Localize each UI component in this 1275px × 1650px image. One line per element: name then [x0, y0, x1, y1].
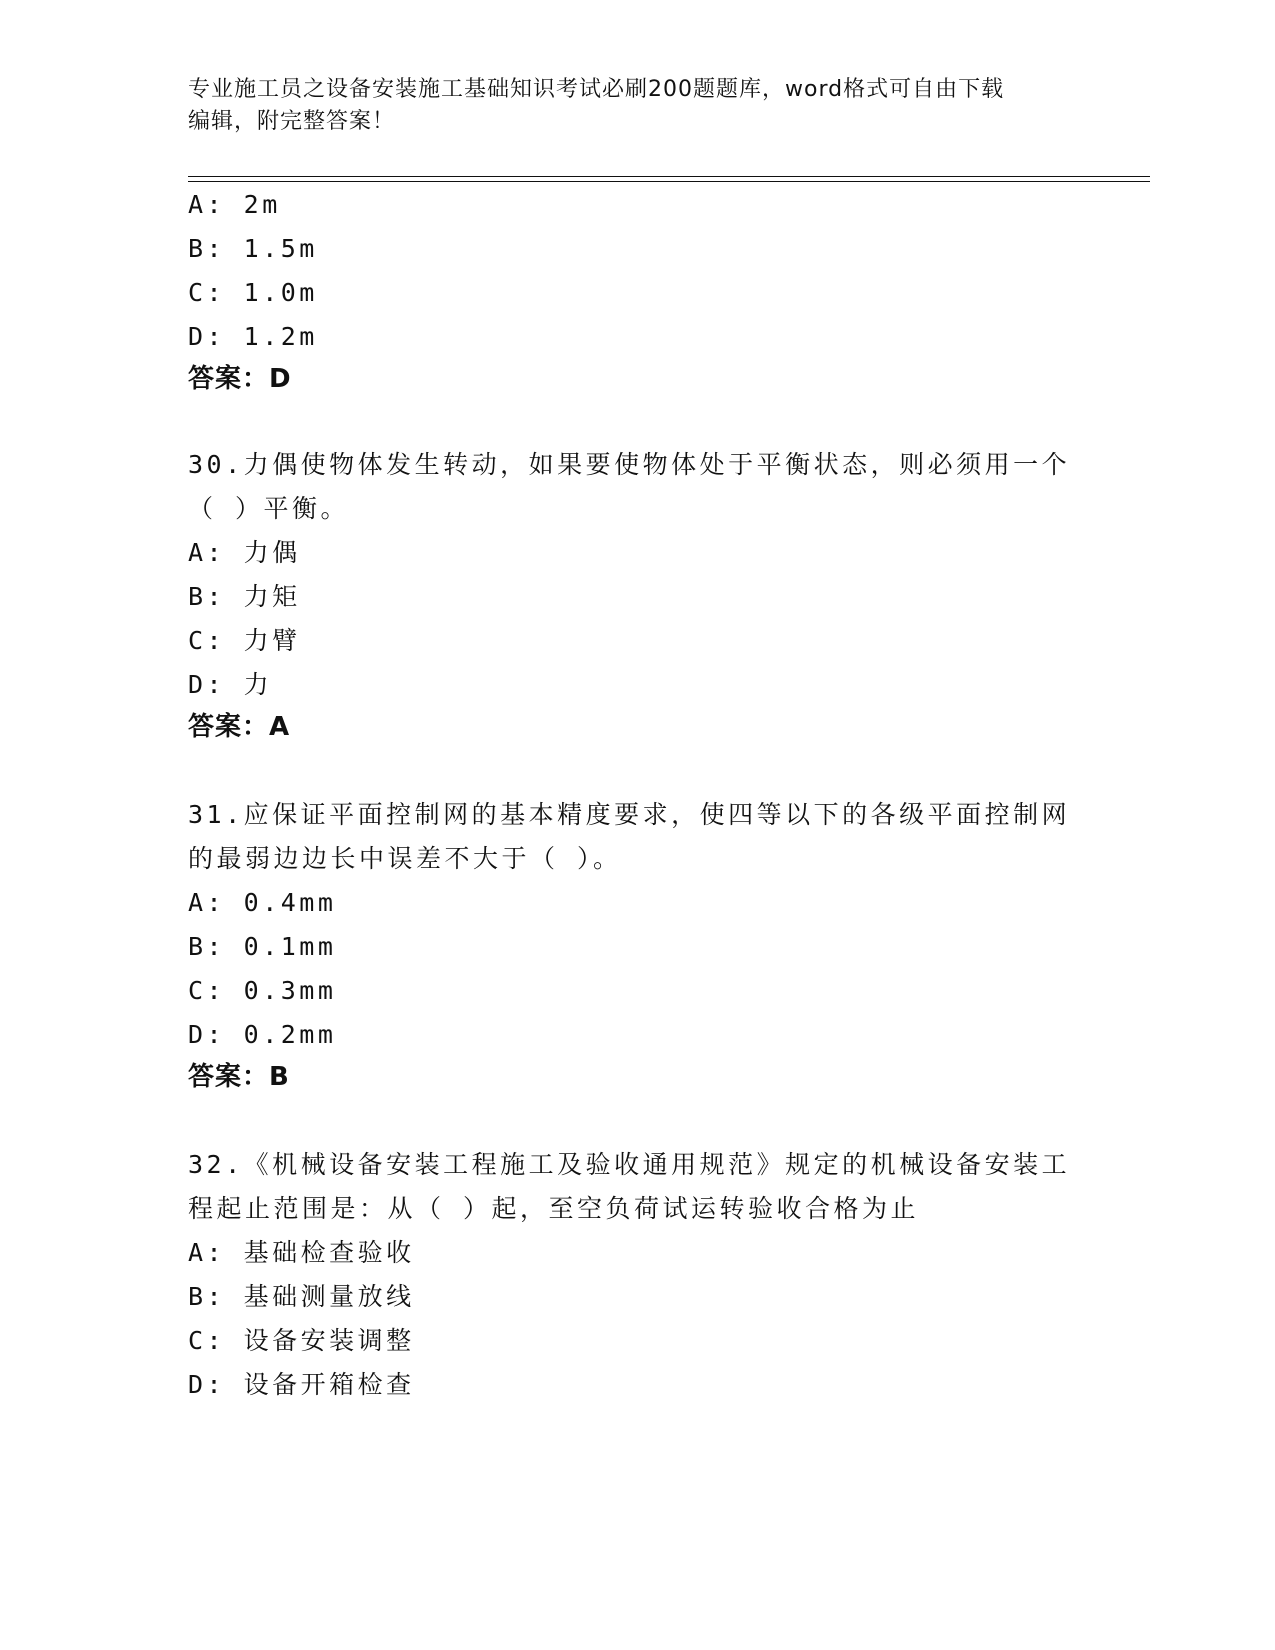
- question-32-option-c: C: 设备安装调整: [188, 1326, 415, 1355]
- answer: 答案：D: [188, 364, 292, 394]
- question-32-stem-line-2: 程起止范围是：从（ ）起，至空负荷试运转验收合格为止: [188, 1194, 920, 1223]
- question-31-option-a: A: 0.4mm: [188, 888, 337, 917]
- document-header: [188, 74, 1088, 138]
- option-c: C: 1.0m: [188, 278, 318, 307]
- option-d: D: 1.2m: [188, 322, 318, 351]
- question-30-stem-line-1: 30.力偶使物体发生转动，如果要使物体处于平衡状态，则必须用一个: [188, 450, 1071, 479]
- question-31-option-c: C: 0.3mm: [188, 976, 337, 1005]
- option-b: B: 1.5m: [188, 234, 318, 263]
- option-a: A: 2m: [188, 190, 281, 219]
- question-31-answer: 答案：B: [188, 1062, 290, 1092]
- question-30-option-a: A: 力偶: [188, 538, 301, 567]
- header-title-line-2: 编辑，附完整答案！: [188, 109, 396, 134]
- question-32-option-a: A: 基础检查验收: [188, 1238, 415, 1267]
- question-32-stem-line-1: 32.《机械设备安装工程施工及验收通用规范》规定的机械设备安装工: [188, 1150, 1071, 1179]
- question-31-stem-line-1: 31.应保证平面控制网的基本精度要求，使四等以下的各级平面控制网: [188, 800, 1071, 829]
- question-31-stem-line-2: 的最弱边边长中误差不大于（ ）。: [188, 844, 622, 873]
- question-30-option-d: D: 力: [188, 670, 273, 699]
- question-30-option-c: C: 力臂: [188, 626, 301, 655]
- question-30-stem-line-2: （ ）平衡。: [188, 494, 350, 523]
- header-divider-top: [188, 176, 1150, 177]
- header-divider-bottom: [188, 181, 1150, 182]
- question-31-option-b: B: 0.1mm: [188, 932, 337, 961]
- question-30-answer: 答案：A: [188, 712, 291, 742]
- question-32-option-b: B: 基础测量放线: [188, 1282, 415, 1311]
- question-30-option-b: B: 力矩: [188, 582, 301, 611]
- header-title-line-1: 专业施工员之设备安装施工基础知识考试必刷200题题库，word格式可自由下载: [188, 77, 1005, 102]
- question-32-option-d: D: 设备开箱检查: [188, 1370, 415, 1399]
- question-31-option-d: D: 0.2mm: [188, 1020, 337, 1049]
